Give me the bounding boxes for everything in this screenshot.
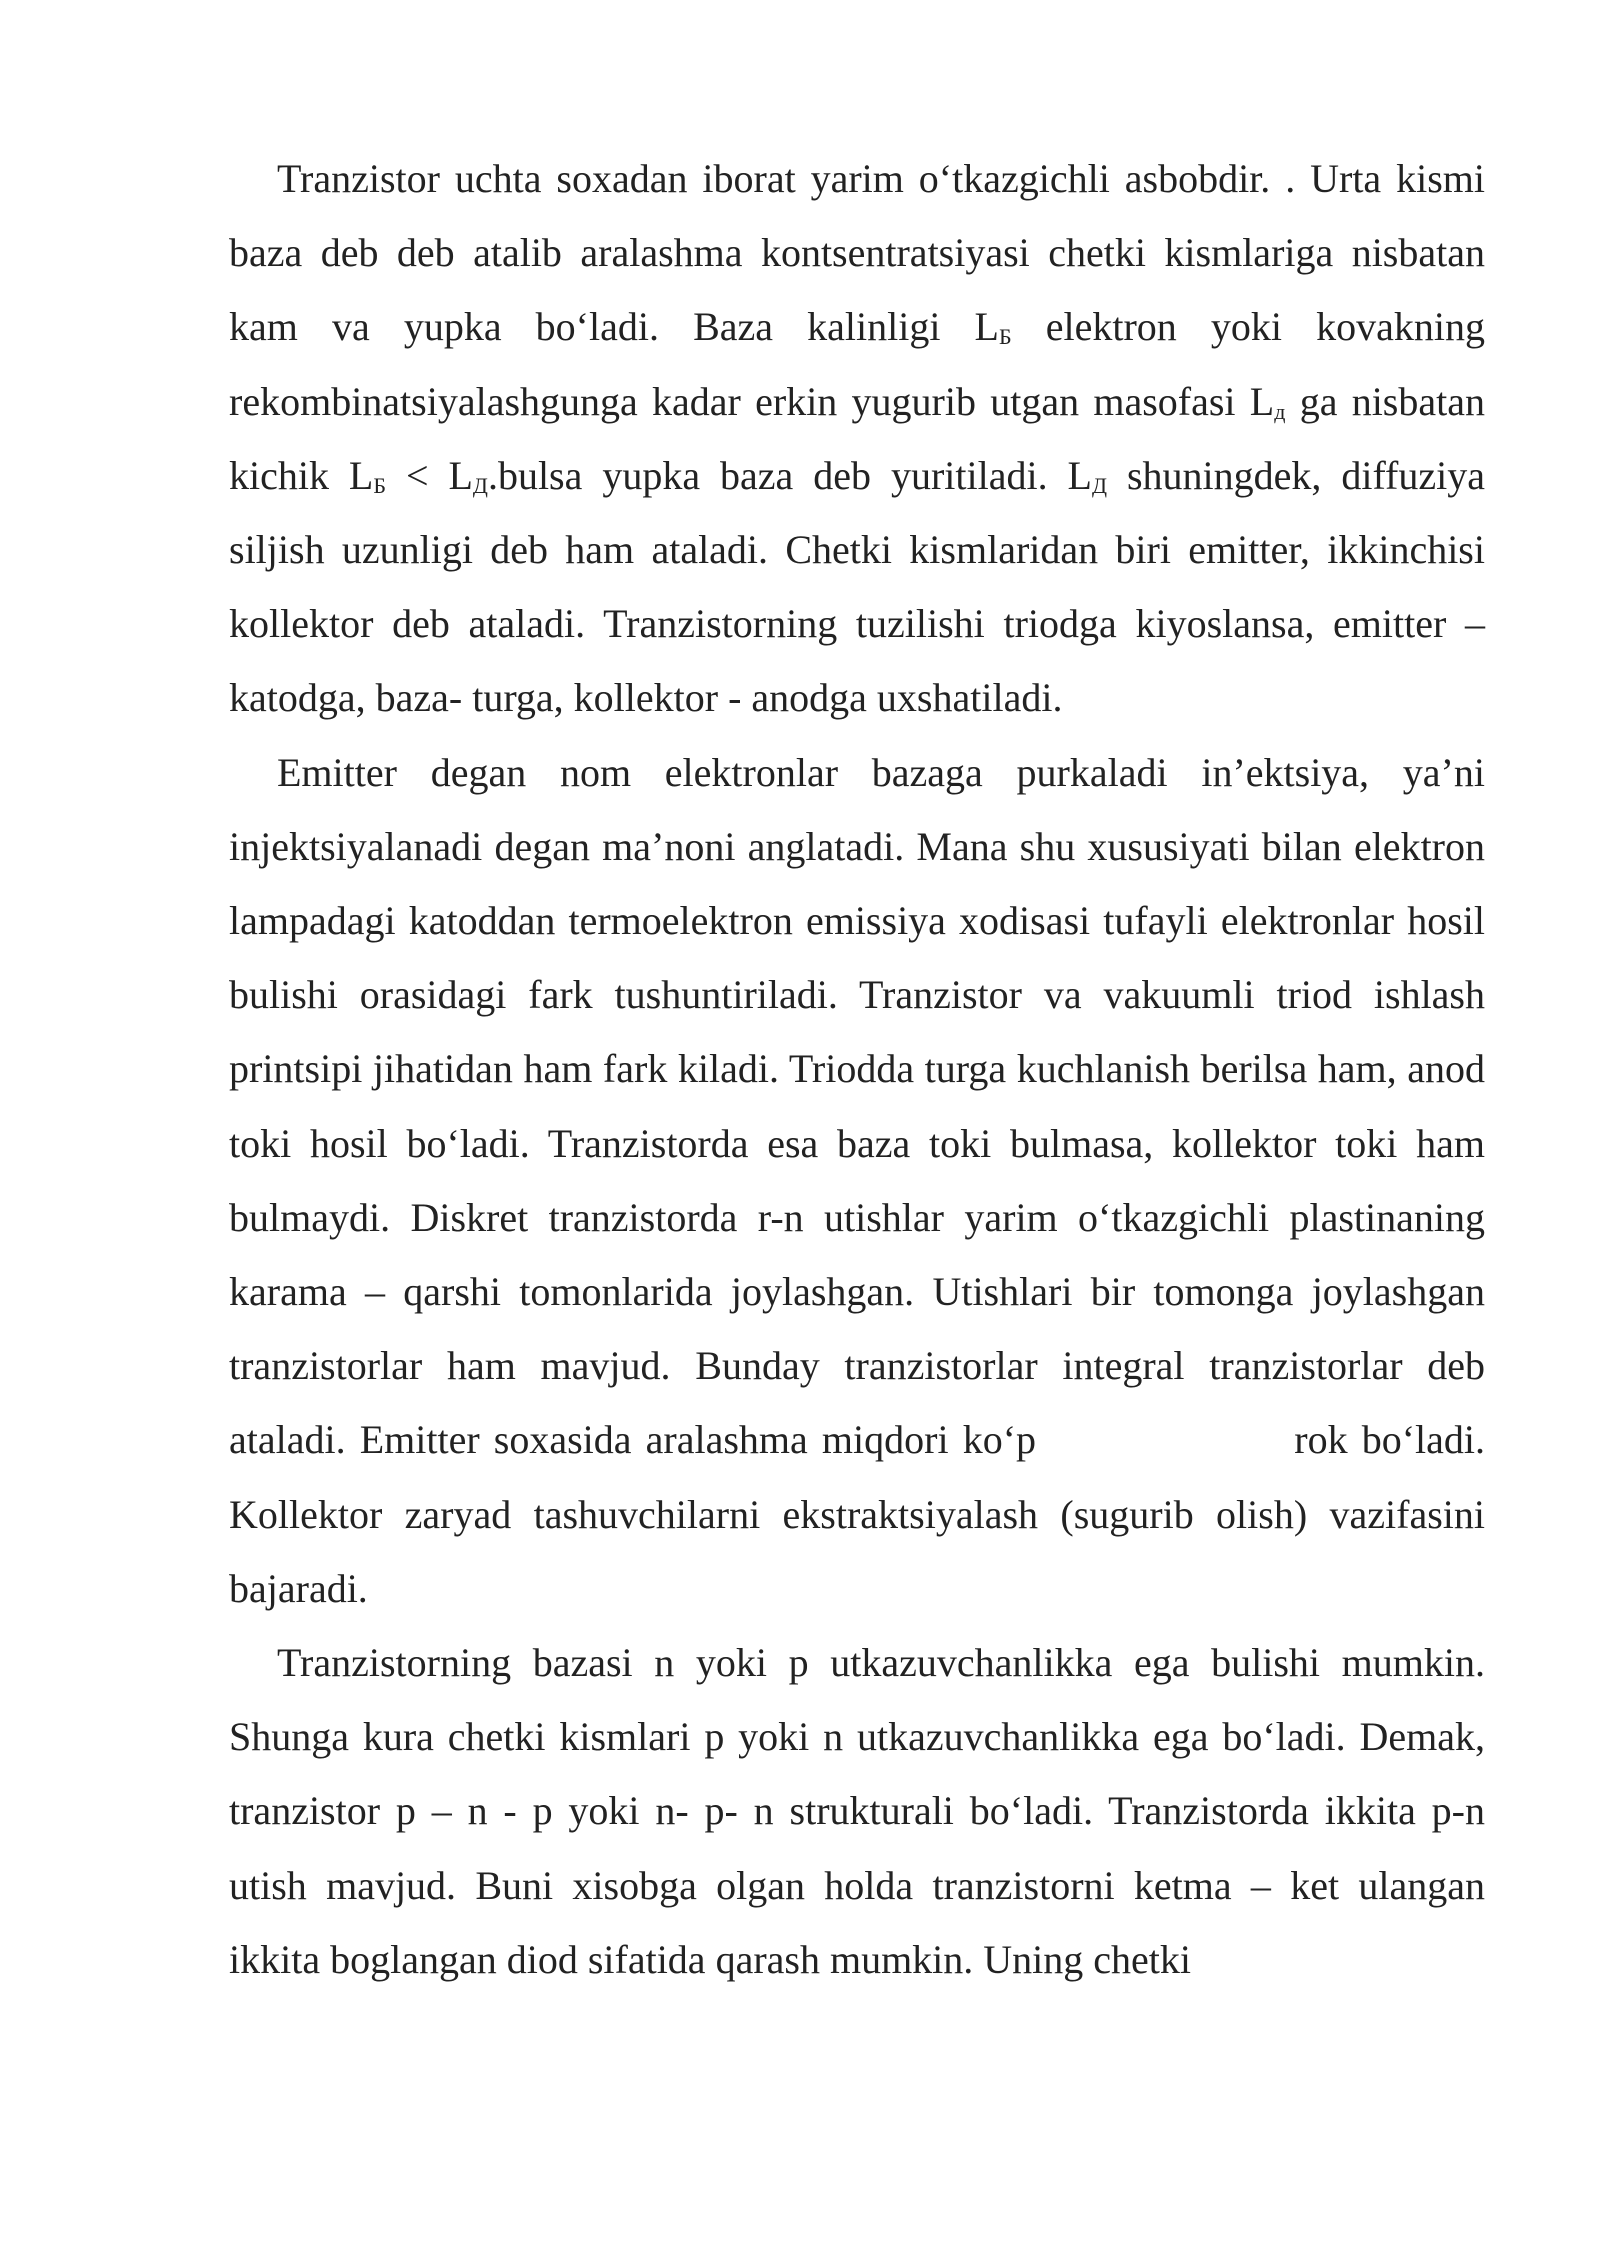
text-segment: ga nisbatan kichik L (229, 378, 1485, 498)
paragraph-3: Tranzistorning bazasi n yoki p utkazuvchanlikka ega bulishi mumkin. Shunga kura chetki kismlari p yoki n utkazuvchanlikka ega bo‘ladi. Demak, tranzistor p – n - p yoki n- p- n strukturali bo‘ladi. Tranzistorda ikkita p-n utish mavjud. Buni xisobga olgan holda tranzistorni ketma – ket ulangan ikkita boglangan diod sifatida qarash mumkin. Uning chetki (229, 1640, 1485, 1982)
text-segment: elektron yoki kovakning rekombinatsiyalashgunga kadar erkin yugurib utgan masofasi L (229, 304, 1485, 424)
text-segment: Emitter degan nom elektronlar bazaga purkaladi in’ektsiya, ya’ni injektsiyalanadi degan ma’noni anglatadi. Mana shu xususiyati bilan elektron lampadagi katoddan termoelektron emissiya xodisasi tufayli elektronlar hosil bulishi orasidagi fark tushuntiriladi. Tranzistor va vakuumli triod ishlash printsipi jihatidan ham fark kiladi. Triodda turga kuchlanish berilsa ham, anod toki hosil bo‘ladi. Tranzistorda esa baza toki bulmasa, kollektor toki ham bulmaydi. Diskret tranzistorda r-n utishlar yarim o‘tkazgichli plastinaning karama – qarshi tomonlarida joylashgan. Utishlari bir tomonga joylashgan tranzistorlar ham mavjud. Bunday tranzistorlar integral tranzistorlar deb ataladi. Emitter soxasida aralashma miqdori ko‘p (229, 749, 1485, 1463)
paragraph-2 (229, 736, 1485, 1626)
subscript: Д (1091, 472, 1107, 498)
subscript: Б (999, 324, 1012, 350)
subscript: д (1274, 398, 1286, 424)
document-page (229, 142, 1485, 1997)
text-segment: < L (386, 452, 473, 498)
subscript: Б (373, 472, 387, 498)
paragraph-1 (229, 142, 1485, 736)
text-segment: shuningdek, diffuziya siljish uzunligi deb ham ataladi. Chetki kismlaridan biri emitter, ikkinchisi kollektor deb ataladi. Tranzistorning tuzilishi triodga kiyoslansa, emitter – katodga, baza- turga, kollektor - anodga uxshatiladi. (229, 452, 1485, 721)
subscript: Д (472, 472, 488, 498)
text-segment: .bulsa yupka baza deb yuritiladi. L (487, 452, 1092, 498)
text-segment: rok bo‘ladi. Kollektor zaryad tashuvchilarni ekstraktsiyalash (sugurib olish) vazifasini bajaradi. (229, 1417, 1486, 1611)
text-segment: Tranzistor uchta soxadan iborat yarim o‘tkazgichli asbobdir. . Urta kismi baza deb deb atalib aralashma kontsentratsiyasi chetki kismlariga nisbatan kam va yupka bo‘ladi. Baza kalinligi L (229, 156, 1485, 350)
